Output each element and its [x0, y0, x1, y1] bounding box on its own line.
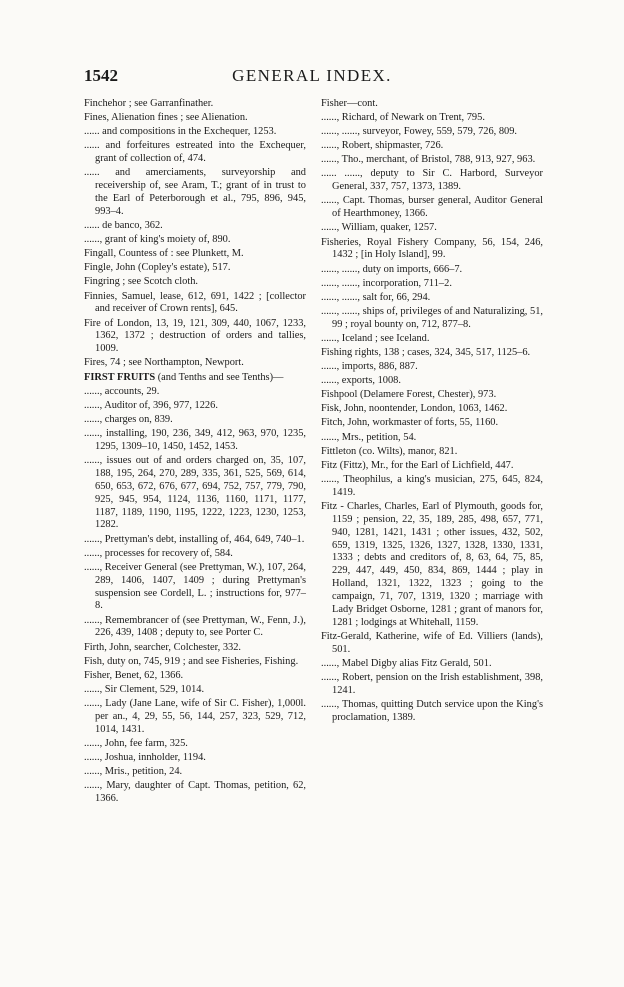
index-entry: Fitz-Gerald, Katherine, wife of Ed. Villiers (lands), 501. [321, 631, 543, 655]
index-entry: ......, installing, 190, 236, 349, 412, 963, 970, 1235, 1295, 1309–10, 1450, 1452, 1453. [84, 427, 306, 452]
index-entry: ......, William, quaker, 1257. [321, 222, 437, 234]
index-entry: ......, John, fee farm, 325. [84, 737, 188, 749]
index-entry: Firth, John, searcher, Colchester, 332. [84, 641, 242, 653]
index-entry: ...... and forfeitures estreated into the Exchequer, grant of collection of, 474. [84, 140, 306, 165]
index-entry: ......, Auditor of, 396, 977, 1226. [84, 399, 218, 411]
index-entry: ......, Mabel Digby alias Fitz Gerald, 501. [321, 658, 492, 670]
index-entry: Fisher—cont. [321, 98, 378, 109]
index-entry: Fisk, John, noontender, London, 1063, 1462. [321, 403, 508, 415]
index-entry: Fishing rights, 138 ; cases, 324, 345, 517, 1125–6. [321, 346, 531, 358]
index-entry: ......, Robert, pension on the Irish establishment, 398, 1241. [321, 672, 543, 697]
index-entry: ...... and compositions in the Exchequer, 1253. [84, 126, 277, 138]
index-entry: Finchehor ; see Garranfinather. [84, 98, 214, 109]
index-entry: FIRST FRUITS (and Tenths and see Tenths)— [84, 371, 284, 383]
index-entry: ......, Robert, shipmaster, 726. [321, 140, 444, 152]
index-entry: ......, ......, incorporation, 711–2. [321, 277, 452, 289]
index-entry: ......, Remembrancer of (see Prettyman, W., Fenn, J.), 226, 439, 1408 ; deputy to, see Porter C. [84, 614, 306, 639]
index-entry: ......, Mrs., petition, 54. [321, 431, 417, 443]
index-entry: ......, Richard, of Newark on Trent, 795. [321, 112, 485, 124]
page-number: 1542 [84, 66, 118, 85]
index-entry: ......, Receiver General (see Prettyman, W.), 107, 264, 289, 1406, 1407, 1409 ; during Prettyman's suspension see Cordell, L. ; instructions for, 977–8. [84, 561, 306, 612]
index-entry: ......, charges on, 839. [84, 413, 173, 425]
index-entry: Fitz - Charles, Charles, Earl of Plymouth, goods for, 1159 ; pension, 22, 35, 189, 285, 498, 657, 771, 940, 1281, 1421, 1431 ; other issues, 432, 502, 659, 1319, 1325, 1326, 1327, 1328, 1330, 1331, 1333 ; debts and creditors of, 8, 63, 64, 75, 85, 229, 447, 449, 450, 834, 869, 1444 ; play in Holland, 1321, 1322, 1323 ; going to the campaign, 71, 707, 1319, 1320 ; marriage with Lady Bridget Osborne, 1281 ; grant of manors for, 1281 ; lodgings at Whitehall, 1159. [321, 500, 543, 628]
index-entry: ......, Thomas, quitting Dutch service upon the King's proclamation, 1389. [321, 699, 543, 724]
index-entry: ......, Theophilus, a king's musician, 275, 645, 824, 1419. [321, 473, 543, 498]
index-entry: ......, Iceland ; see Iceland. [321, 332, 430, 344]
index-entry: Fingall, Countess of : see Plunkett, M. [84, 248, 244, 260]
index-entry: ......, imports, 886, 887. [321, 361, 418, 373]
right-column [321, 98, 543, 726]
index-entry: ......, ......, surveyor, Fowey, 559, 579, 726, 809. [321, 126, 518, 138]
index-entry: ...... de banco, 362. [84, 220, 163, 232]
index-entry: ......, Capt. Thomas, burser general, Auditor General of Hearthmoney, 1366. [321, 195, 543, 220]
index-entry: ......, grant of king's moiety of, 890. [84, 234, 231, 246]
index-entry: Fishpool (Delamere Forest, Chester), 973. [321, 389, 497, 401]
index-entry: ......, ......, duty on imports, 666–7. [321, 263, 463, 275]
index-entry: ...... ......, deputy to Sir C. Harbord, Surveyor General, 337, 757, 1373, 1389. [321, 168, 543, 193]
index-entry: Fingring ; see Scotch cloth. [84, 276, 198, 288]
index-entry: ......, processes for recovery of, 584. [84, 547, 233, 559]
index-entry: Fire of London, 13, 19, 121, 309, 440, 1067, 1233, 1362, 1372 ; destruction of orders and tallies, 1009. [84, 317, 306, 355]
index-entry: Finnies, Samuel, lease, 612, 691, 1422 ; [collector and receiver of Crown rents], 645. [84, 290, 306, 315]
index-entry: Fires, 74 ; see Northampton, Newport. [84, 357, 244, 369]
index-entry: ......, Tho., merchant, of Bristol, 788, 913, 927, 963. [321, 154, 536, 166]
index-entry: ......, Joshua, innholder, 1194. [84, 751, 206, 763]
index-entry: ......, Prettyman's debt, installing of, 464, 649, 740–1. [84, 533, 305, 545]
page-header [84, 66, 540, 88]
index-entry: ...... and amerciaments, surveyorship and receivership of, see Aram, T.; grant of in trust to the Earl of Peterborough et al., 795, 896, 945, 993–4. [84, 167, 306, 217]
index-entry: ......, ......, salt for, 66, 294. [321, 291, 431, 303]
index-entry: ......, Sir Clement, 529, 1014. [84, 683, 205, 695]
index-entry: Fisheries, Royal Fishery Company, 56, 154, 246, 1432 ; [in Holy Island], 99. [321, 236, 543, 261]
index-entry: ......, Mary, daughter of Capt. Thomas, petition, 62, 1366. [84, 780, 306, 805]
index-entry: ......, exports, 1008. [321, 375, 401, 387]
index-entry: ......, Mris., petition, 24. [84, 766, 183, 778]
index-entry: ......, Lady (Jane Lane, wife of Sir C. Fisher), 1,000l. per an., 4, 29, 55, 56, 144, 257, 323, 529, 712, 1014, 1431. [84, 697, 306, 735]
page-title: GENERAL INDEX. [232, 66, 392, 85]
index-entry: Fitz (Fittz), Mr., for the Earl of Lichfield, 447. [321, 459, 514, 471]
index-entry: Fisher, Benet, 62, 1366. [84, 669, 184, 681]
index-entry: Fish, duty on, 745, 919 ; and see Fisheries, Fishing. [84, 655, 299, 667]
index-entry: Fittleton (co. Wilts), manor, 821. [321, 445, 458, 457]
index-entry: ......, accounts, 29. [84, 385, 160, 397]
index-entry: Fines, Alienation fines ; see Alienation. [84, 112, 248, 124]
left-column [84, 98, 306, 807]
index-entry: ......, issues out of and orders charged on, 35, 107, 188, 195, 264, 270, 289, 335, 361, 525, 569, 614, 650, 653, 672, 676, 677, 694, 752, 757, 779, 790, 925, 945, 954, 1124, 1136, 1160, 1171, 1177, 1187, 1189, 1190, 1195, 1222, 1223, 1230, 1253, 1282. [84, 454, 306, 531]
index-entry: ......, ......, ships of, privileges of and Naturalizing, 51, 99 ; royal bounty on, 712, 877–8. [321, 305, 543, 330]
index-entry: Fingle, John (Copley's estate), 517. [84, 262, 231, 274]
index-entry: Fitch, John, workmaster of forts, 55, 1160. [321, 417, 499, 429]
